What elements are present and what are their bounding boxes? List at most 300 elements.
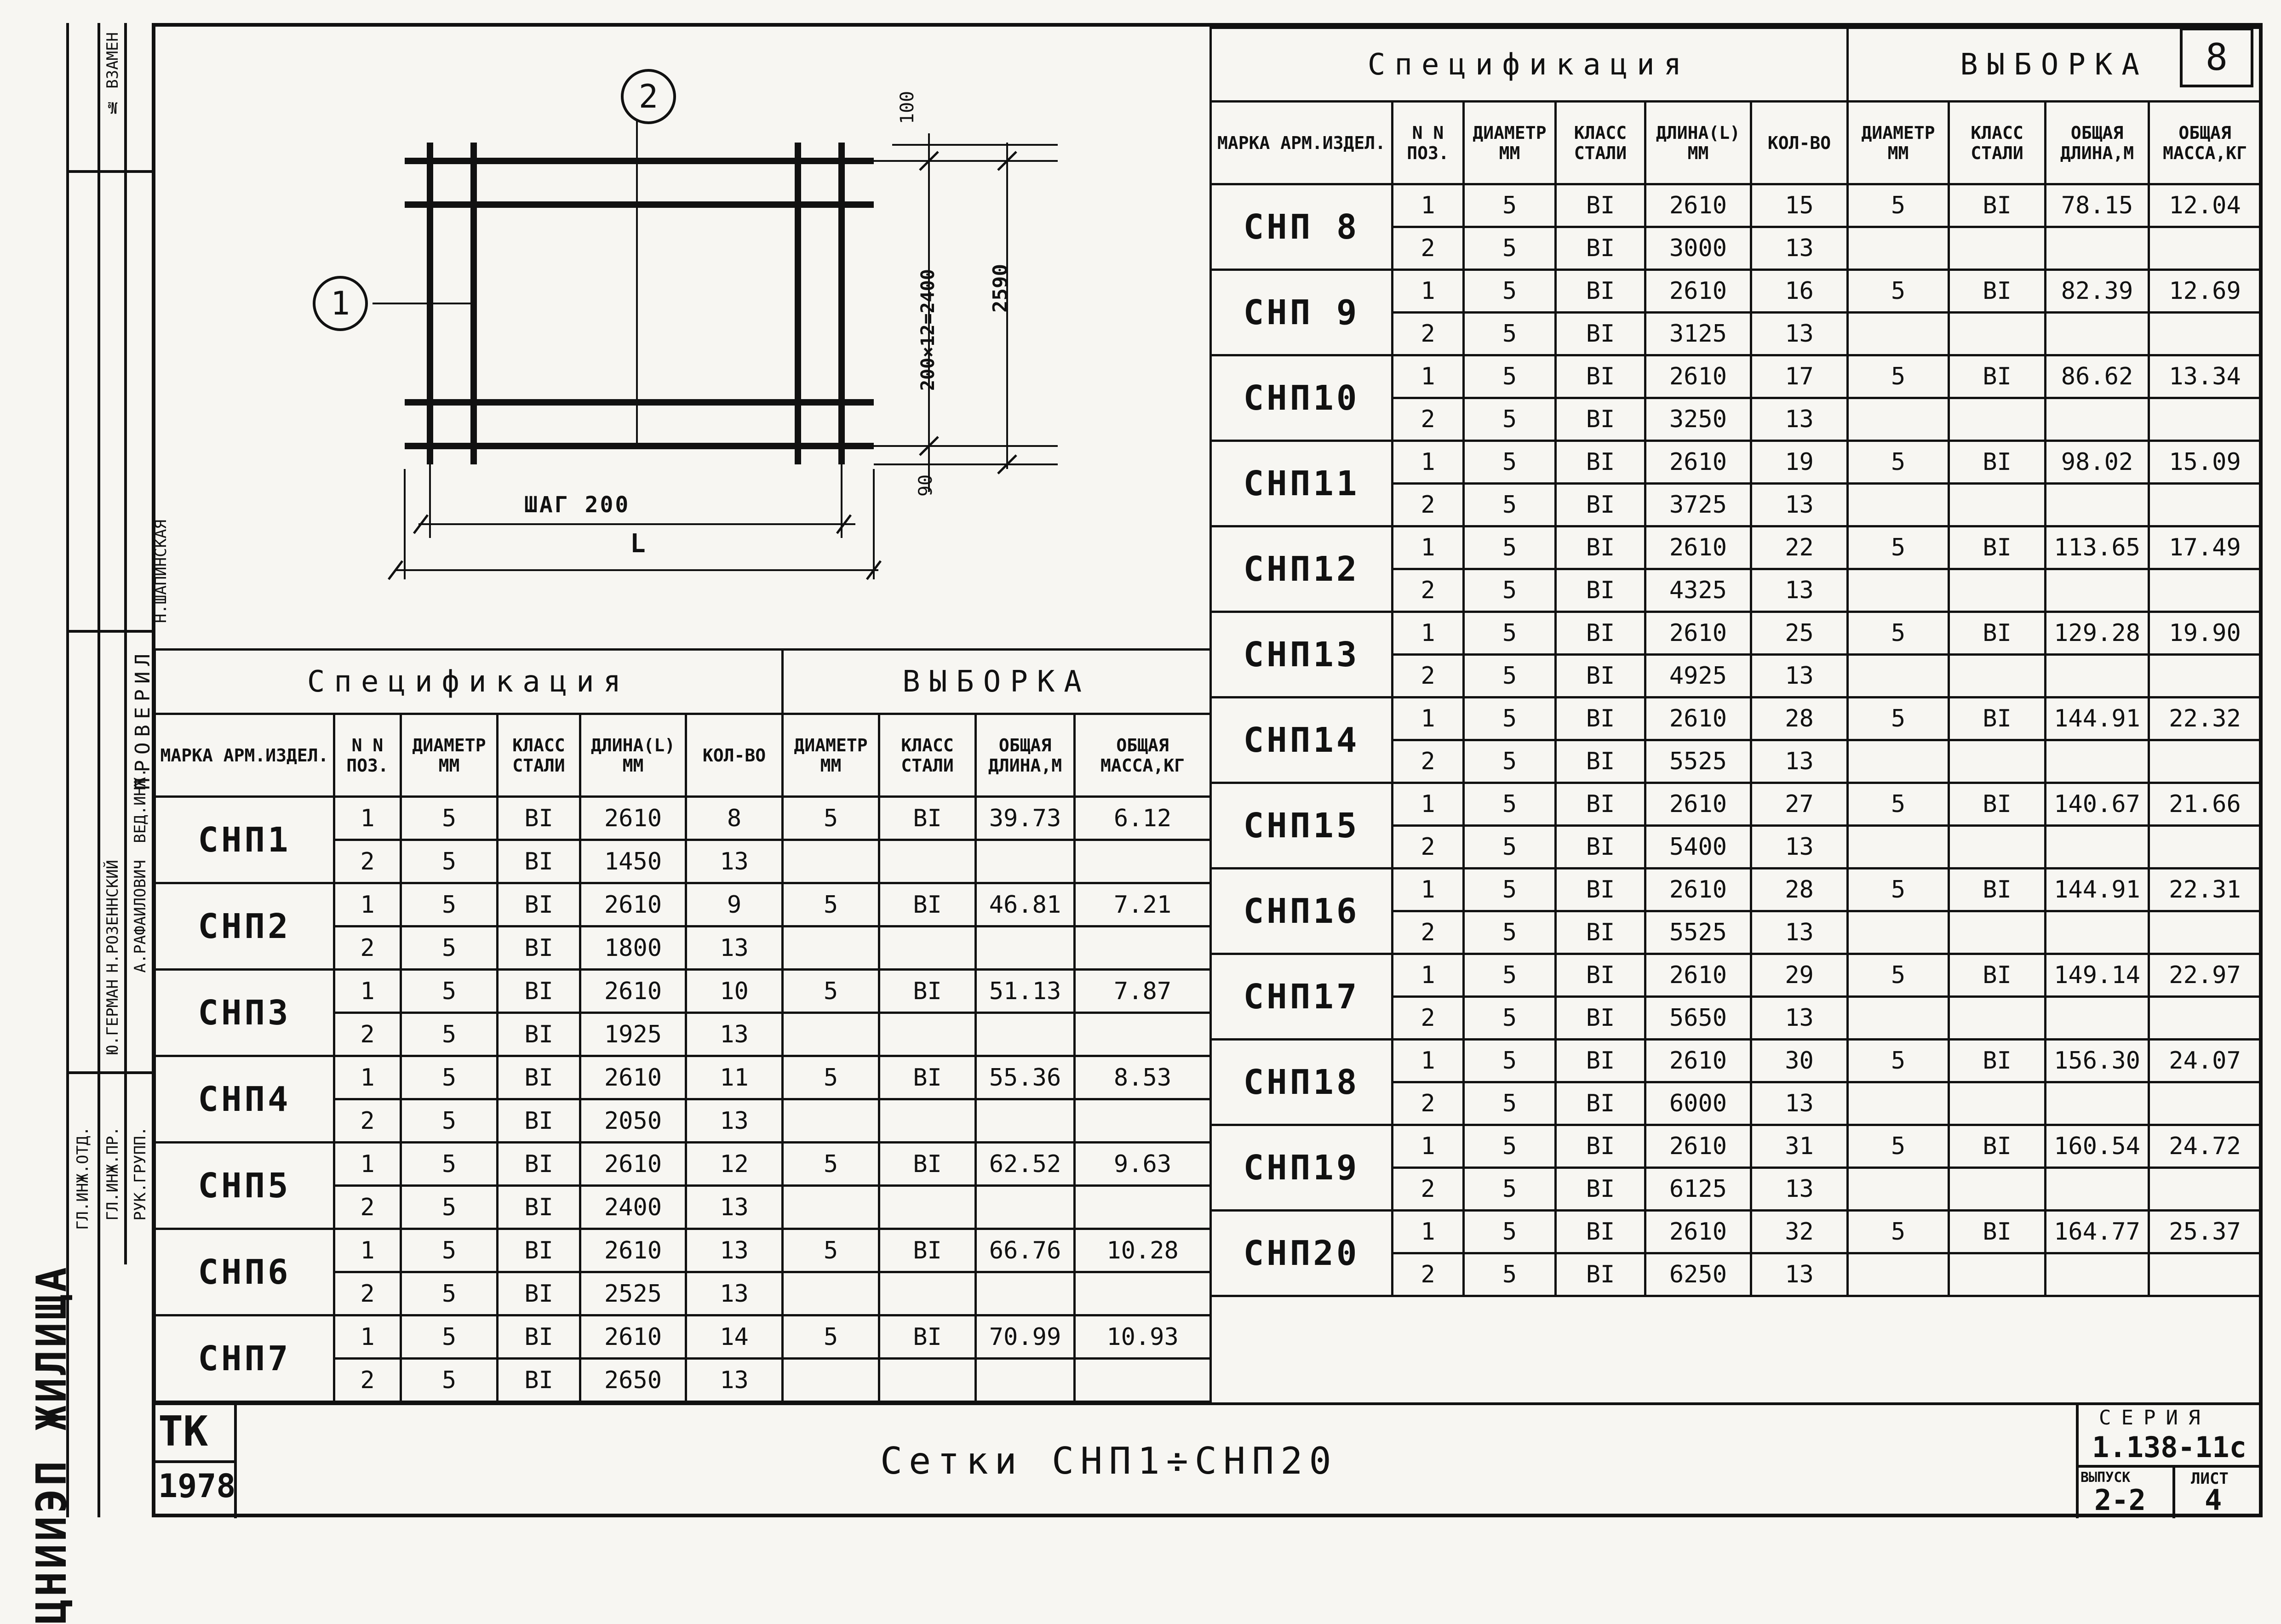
spec-cell: 31: [1751, 1125, 1848, 1168]
mark-cell: СНП16: [1211, 869, 1393, 954]
vyb-cell: 22.97: [2149, 954, 2261, 997]
spec-cell: 1: [1393, 1040, 1464, 1082]
spec-cell: 5: [401, 797, 498, 840]
empty-cell: [976, 1186, 1075, 1229]
spec-cell: 1: [1393, 783, 1464, 826]
spec-cell: 1: [1393, 612, 1464, 655]
vyb-cell: BI: [1949, 1040, 2046, 1082]
spec-cell: 13: [686, 840, 783, 883]
spec-cell: 13: [686, 1186, 783, 1229]
empty-cell: [2046, 1253, 2149, 1296]
vyb-cell: 13.34: [2149, 355, 2261, 398]
spec-cell: BI: [1556, 569, 1645, 612]
empty-cell: [976, 1099, 1075, 1143]
left-h-vdiam: ДИАМЕТР ММ: [783, 714, 879, 797]
spec-cell: 2610: [1645, 1040, 1751, 1082]
spec-cell: 13: [1751, 569, 1848, 612]
vyb-cell: 144.91: [2046, 869, 2149, 911]
mark-cell: СНП3: [155, 970, 334, 1056]
empty-cell: [879, 926, 976, 970]
table-row: [1211, 441, 2261, 484]
vyb-cell: 46.81: [976, 883, 1075, 926]
empty-cell: [1075, 1099, 1211, 1143]
empty-cell: [1848, 569, 1949, 612]
spec-cell: 3125: [1645, 313, 1751, 355]
spec-cell: 2: [1393, 398, 1464, 441]
empty-cell: [1848, 1168, 1949, 1211]
spec-cell: BI: [1556, 1211, 1645, 1253]
vyb-cell: BI: [879, 1229, 976, 1272]
spec-cell: BI: [1556, 441, 1645, 484]
spec-cell: BI: [498, 1099, 580, 1143]
mark-cell: СНП18: [1211, 1040, 1393, 1125]
stamp-role-3: РУК.ГРУПП.: [131, 1127, 149, 1221]
vyb-cell: 24.07: [2149, 1040, 2261, 1082]
vyb-cell: 10.93: [1075, 1315, 1211, 1359]
vyb-cell: 86.62: [2046, 355, 2149, 398]
vyb-cell: 98.02: [2046, 441, 2149, 484]
spec-cell: 16: [1751, 270, 1848, 313]
spec-cell: 2: [1393, 1168, 1464, 1211]
vyb-cell: 9.63: [1075, 1143, 1211, 1186]
vyb-cell: 129.28: [2046, 612, 2149, 655]
spec-cell: 2610: [580, 970, 686, 1013]
vyb-cell: BI: [879, 970, 976, 1013]
spec-cell: BI: [498, 1229, 580, 1272]
table-row: [1211, 869, 2261, 911]
spec-cell: 2610: [1645, 270, 1751, 313]
spec-cell: 1: [1393, 954, 1464, 997]
spec-cell: BI: [498, 797, 580, 840]
spec-cell: BI: [1556, 698, 1645, 740]
mark-cell: СНП6: [155, 1229, 334, 1315]
spec-cell: 5: [401, 970, 498, 1013]
spec-cell: 13: [686, 926, 783, 970]
empty-cell: [2149, 826, 2261, 869]
empty-cell: [976, 840, 1075, 883]
vyb-cell: BI: [1949, 526, 2046, 569]
spec-cell: 2: [1393, 1253, 1464, 1296]
vyb-cell: BI: [879, 883, 976, 926]
empty-cell: [2046, 227, 2149, 270]
vyb-cell: 8.53: [1075, 1056, 1211, 1099]
spec-cell: 2: [334, 1186, 401, 1229]
table-row: [1211, 698, 2261, 740]
spec-cell: 22: [1751, 526, 1848, 569]
sheet-title: Сетки СНП1÷СНП20: [880, 1440, 1338, 1482]
spec-cell: 5: [401, 1099, 498, 1143]
spec-cell: 2: [334, 1359, 401, 1402]
vyb-cell: BI: [879, 1056, 976, 1099]
empty-cell: [783, 1186, 879, 1229]
stamp-no-vzamen: № ВЗАМЕН: [103, 32, 122, 117]
spec-cell: 6250: [1645, 1253, 1751, 1296]
empty-cell: [2149, 997, 2261, 1040]
spec-cell: 2: [1393, 740, 1464, 783]
spec-cell: BI: [1556, 954, 1645, 997]
vyb-cell: 5: [1848, 526, 1949, 569]
spec-cell: 2610: [580, 797, 686, 840]
right-header-row: [1211, 102, 2261, 184]
spec-cell: 1: [1393, 270, 1464, 313]
vyb-cell: 5: [783, 1143, 879, 1186]
vyb-cell: BI: [1949, 270, 2046, 313]
empty-cell: [1075, 926, 1211, 970]
empty-cell: [976, 1013, 1075, 1056]
empty-cell: [879, 1272, 976, 1315]
seria-value: 1.138-11с: [2092, 1430, 2247, 1464]
spec-cell: 1925: [580, 1013, 686, 1056]
spec-cell: 5: [1464, 1211, 1556, 1253]
spec-cell: BI: [498, 1143, 580, 1186]
empty-cell: [783, 1099, 879, 1143]
right-h-mark: МАРКА АРМ.ИЗДЕЛ.: [1211, 102, 1393, 184]
spec-cell: 1: [334, 1315, 401, 1359]
spec-cell: 13: [1751, 1168, 1848, 1211]
empty-cell: [2149, 1168, 2261, 1211]
mark-cell: СНП2: [155, 883, 334, 970]
spec-cell: BI: [1556, 612, 1645, 655]
spec-cell: 5: [401, 1013, 498, 1056]
vyb-cell: 25.37: [2149, 1211, 2261, 1253]
right-h-len: ДЛИНА(L) ММ: [1645, 102, 1751, 184]
vyb-cell: 5: [1848, 441, 1949, 484]
spec-cell: 5: [1464, 911, 1556, 954]
vyb-cell: 5: [1848, 1040, 1949, 1082]
empty-cell: [1949, 1082, 2046, 1125]
left-title-vyb: ВЫБОРКА: [783, 650, 1211, 714]
mesh-drawing: [156, 28, 1205, 644]
empty-cell: [1848, 740, 1949, 783]
empty-cell: [1848, 398, 1949, 441]
empty-cell: [1949, 569, 2046, 612]
left-h-vclass: КЛАСС СТАЛИ: [879, 714, 976, 797]
spec-cell: BI: [498, 1359, 580, 1402]
spec-cell: BI: [1556, 1125, 1645, 1168]
empty-cell: [2149, 227, 2261, 270]
spec-cell: 2: [1393, 484, 1464, 526]
vyb-cell: 7.87: [1075, 970, 1211, 1013]
spec-cell: 2610: [1645, 698, 1751, 740]
spec-cell: 5: [1464, 1040, 1556, 1082]
spec-cell: 2: [334, 1272, 401, 1315]
right-title-vyb: ВЫБОРКА: [1848, 28, 2261, 102]
spec-cell: 5: [401, 1229, 498, 1272]
spec-cell: 13: [1751, 740, 1848, 783]
vyb-cell: BI: [1949, 1211, 2046, 1253]
spec-cell: 2610: [1645, 1125, 1751, 1168]
mark-cell: СНП4: [155, 1056, 334, 1143]
mark-cell: СНП10: [1211, 355, 1393, 441]
vyb-cell: 22.31: [2149, 869, 2261, 911]
vyb-cell: 5: [783, 1056, 879, 1099]
spec-cell: 13: [1751, 1082, 1848, 1125]
spec-cell: 5525: [1645, 911, 1751, 954]
vyb-cell: BI: [1949, 1125, 2046, 1168]
spec-cell: 1: [1393, 355, 1464, 398]
left-h-qty: КОЛ-ВО: [686, 714, 783, 797]
dim-span: 200×12=2400: [917, 269, 939, 391]
empty-cell: [2046, 1168, 2149, 1211]
spec-cell: 13: [686, 1272, 783, 1315]
vyb-cell: 5: [783, 883, 879, 926]
left-header-row: [155, 714, 1211, 797]
vyb-cell: 5: [1848, 270, 1949, 313]
dim-total: 2590: [989, 264, 1012, 313]
spec-cell: 12: [686, 1143, 783, 1186]
seria-label: СЕРИЯ: [2099, 1406, 2211, 1430]
spec-cell: BI: [1556, 783, 1645, 826]
spec-cell: 28: [1751, 698, 1848, 740]
empty-cell: [1848, 227, 1949, 270]
vyb-cell: 140.67: [2046, 783, 2149, 826]
stamp-org: ЦНИИЭП ЖИЛИЩА: [28, 1264, 76, 1624]
empty-cell: [976, 926, 1075, 970]
spec-cell: 5400: [1645, 826, 1751, 869]
table-row: [155, 1143, 1211, 1186]
empty-cell: [1075, 1359, 1211, 1402]
vyb-cell: 55.36: [976, 1056, 1075, 1099]
spec-cell: 5: [1464, 612, 1556, 655]
spec-cell: 5: [1464, 698, 1556, 740]
vyb-cell: BI: [1949, 698, 2046, 740]
vyb-cell: 17.49: [2149, 526, 2261, 569]
spec-cell: 1: [1393, 869, 1464, 911]
vyb-cell: BI: [1949, 355, 2046, 398]
spec-cell: 1: [334, 797, 401, 840]
empty-cell: [2046, 398, 2149, 441]
stamp-name-1: Н.РОЗЕННСКИЙ: [103, 860, 122, 973]
spec-cell: 6125: [1645, 1168, 1751, 1211]
position-label-2: 2: [621, 69, 676, 124]
right-h-pos: N N ПОЗ.: [1393, 102, 1464, 184]
vyb-cell: 21.66: [2149, 783, 2261, 826]
spec-cell: 13: [1751, 398, 1848, 441]
spec-cell: 1450: [580, 840, 686, 883]
empty-cell: [2046, 997, 2149, 1040]
spec-cell: 27: [1751, 783, 1848, 826]
empty-cell: [2149, 1082, 2261, 1125]
vyb-cell: BI: [879, 1315, 976, 1359]
vyb-cell: 149.14: [2046, 954, 2149, 997]
empty-cell: [976, 1272, 1075, 1315]
right-h-totmass: ОБЩАЯ МАССА,КГ: [2149, 102, 2261, 184]
spec-cell: 2610: [1645, 1211, 1751, 1253]
spec-cell: BI: [498, 1186, 580, 1229]
vyb-cell: 5: [1848, 698, 1949, 740]
tk-label: ТК: [158, 1407, 208, 1456]
vyb-cell: 5: [1848, 1211, 1949, 1253]
left-title-spec: Спецификация: [155, 650, 783, 714]
spec-cell: 2: [1393, 911, 1464, 954]
spec-cell: 2610: [1645, 783, 1751, 826]
table-row: [155, 797, 1211, 840]
spec-cell: 29: [1751, 954, 1848, 997]
spec-cell: BI: [1556, 184, 1645, 227]
spec-cell: 5: [401, 1186, 498, 1229]
mark-cell: СНП11: [1211, 441, 1393, 526]
spec-cell: 2: [334, 840, 401, 883]
empty-cell: [2149, 740, 2261, 783]
spec-cell: 2610: [580, 1143, 686, 1186]
spec-cell: 1: [334, 883, 401, 926]
table-row: [1211, 355, 2261, 398]
spec-cell: 2525: [580, 1272, 686, 1315]
vyb-cell: 10.28: [1075, 1229, 1211, 1272]
length-label: L: [630, 529, 646, 559]
spec-cell: 1: [1393, 1211, 1464, 1253]
spec-cell: BI: [1556, 398, 1645, 441]
spec-cell: 13: [686, 1229, 783, 1272]
spec-cell: 13: [1751, 1253, 1848, 1296]
spec-cell: 1: [1393, 441, 1464, 484]
dim-90: 90: [915, 474, 936, 497]
empty-cell: [2046, 1082, 2149, 1125]
empty-cell: [2149, 484, 2261, 526]
vyb-cell: 156.30: [2046, 1040, 2149, 1082]
spec-cell: BI: [498, 883, 580, 926]
vyb-cell: BI: [1949, 612, 2046, 655]
spec-cell: 1800: [580, 926, 686, 970]
table-row: [155, 883, 1211, 926]
spec-cell: 1: [1393, 526, 1464, 569]
vyb-cell: 160.54: [2046, 1125, 2149, 1168]
spec-cell: 5: [1464, 1253, 1556, 1296]
empty-cell: [2046, 655, 2149, 698]
spec-cell: 13: [1751, 313, 1848, 355]
spec-cell: 8: [686, 797, 783, 840]
spec-cell: 5: [1464, 398, 1556, 441]
mark-cell: СНП 8: [1211, 184, 1393, 270]
vyb-cell: 164.77: [2046, 1211, 2149, 1253]
empty-cell: [2046, 484, 2149, 526]
spec-cell: 19: [1751, 441, 1848, 484]
vyb-cell: 5: [783, 1315, 879, 1359]
spec-cell: 2: [1393, 997, 1464, 1040]
stamp-role-2: ГЛ.ИНЖ.ПР.: [103, 1127, 122, 1221]
empty-cell: [2046, 313, 2149, 355]
spec-cell: 2: [1393, 826, 1464, 869]
stamp-proveril: ПРОВЕРИЛ: [131, 648, 155, 790]
spec-cell: BI: [1556, 355, 1645, 398]
table-row: [1211, 1211, 2261, 1253]
spec-cell: 3725: [1645, 484, 1751, 526]
spec-cell: 30: [1751, 1040, 1848, 1082]
spec-cell: BI: [1556, 740, 1645, 783]
spec-cell: 5: [401, 883, 498, 926]
spec-cell: BI: [1556, 655, 1645, 698]
vyb-cell: 5: [1848, 184, 1949, 227]
mark-cell: СНП20: [1211, 1211, 1393, 1296]
right-title-spec: Спецификация: [1211, 28, 1848, 102]
table-row: [155, 970, 1211, 1013]
spec-cell: 5: [1464, 740, 1556, 783]
spec-cell: 13: [1751, 484, 1848, 526]
spec-cell: 1: [1393, 1125, 1464, 1168]
right-h-vdiam: ДИАМЕТР ММ: [1848, 102, 1949, 184]
empty-cell: [2046, 911, 2149, 954]
empty-cell: [1949, 911, 2046, 954]
spec-cell: 13: [1751, 655, 1848, 698]
spec-cell: 2610: [1645, 526, 1751, 569]
vyb-cell: 12.69: [2149, 270, 2261, 313]
left-stamp: [28, 23, 170, 1624]
spec-cell: 5650: [1645, 997, 1751, 1040]
empty-cell: [2149, 1253, 2261, 1296]
spec-cell: 3250: [1645, 398, 1751, 441]
vyb-cell: 5: [783, 970, 879, 1013]
vyb-cell: 5: [783, 797, 879, 840]
dim-100: 100: [897, 91, 918, 124]
list-value: 4: [2205, 1483, 2222, 1517]
table-row: [1211, 526, 2261, 569]
spec-cell: 13: [1751, 227, 1848, 270]
spec-cell: 5: [1464, 270, 1556, 313]
spec-cell: BI: [1556, 1040, 1645, 1082]
vyb-cell: 5: [783, 1229, 879, 1272]
spec-cell: 5: [401, 1359, 498, 1402]
vyb-cell: 24.72: [2149, 1125, 2261, 1168]
vyb-cell: 7.21: [1075, 883, 1211, 926]
empty-cell: [879, 1099, 976, 1143]
spec-cell: 5: [401, 1272, 498, 1315]
mark-cell: СНП15: [1211, 783, 1393, 869]
mark-cell: СНП13: [1211, 612, 1393, 698]
spec-cell: 2610: [580, 883, 686, 926]
table-row: [1211, 270, 2261, 313]
spec-cell: 5: [401, 840, 498, 883]
left-h-class: КЛАСС СТАЛИ: [498, 714, 580, 797]
empty-cell: [1848, 911, 1949, 954]
spec-cell: 15: [1751, 184, 1848, 227]
spec-cell: BI: [498, 926, 580, 970]
spec-cell: 2610: [1645, 954, 1751, 997]
empty-cell: [1848, 484, 1949, 526]
spec-cell: 2: [1393, 569, 1464, 612]
vyb-cell: 70.99: [976, 1315, 1075, 1359]
spec-cell: 2610: [1645, 869, 1751, 911]
spec-cell: 5: [1464, 826, 1556, 869]
empty-cell: [783, 840, 879, 883]
spec-cell: 5: [1464, 569, 1556, 612]
spec-cell: 5: [1464, 484, 1556, 526]
spec-cell: 5: [1464, 184, 1556, 227]
empty-cell: [1949, 740, 2046, 783]
spec-cell: 11: [686, 1056, 783, 1099]
vyb-cell: BI: [879, 797, 976, 840]
vyb-cell: 22.32: [2149, 698, 2261, 740]
spec-cell: 5: [1464, 313, 1556, 355]
spec-cell: 1: [1393, 698, 1464, 740]
vypusk-label: ВЫПУСК: [2080, 1470, 2131, 1486]
empty-cell: [783, 1013, 879, 1056]
spec-cell: 5: [1464, 355, 1556, 398]
mark-cell: СНП17: [1211, 954, 1393, 1040]
spec-cell: BI: [1556, 869, 1645, 911]
empty-cell: [1848, 1253, 1949, 1296]
empty-cell: [2046, 740, 2149, 783]
empty-cell: [1848, 655, 1949, 698]
empty-cell: [1949, 398, 2046, 441]
vyb-cell: 62.52: [976, 1143, 1075, 1186]
empty-cell: [1848, 826, 1949, 869]
right-h-class: КЛАСС СТАЛИ: [1556, 102, 1645, 184]
spec-cell: 5: [1464, 997, 1556, 1040]
vyb-cell: 51.13: [976, 970, 1075, 1013]
mark-cell: СНП1: [155, 797, 334, 883]
position-label-1: 1: [313, 276, 368, 331]
vyb-cell: BI: [879, 1143, 976, 1186]
